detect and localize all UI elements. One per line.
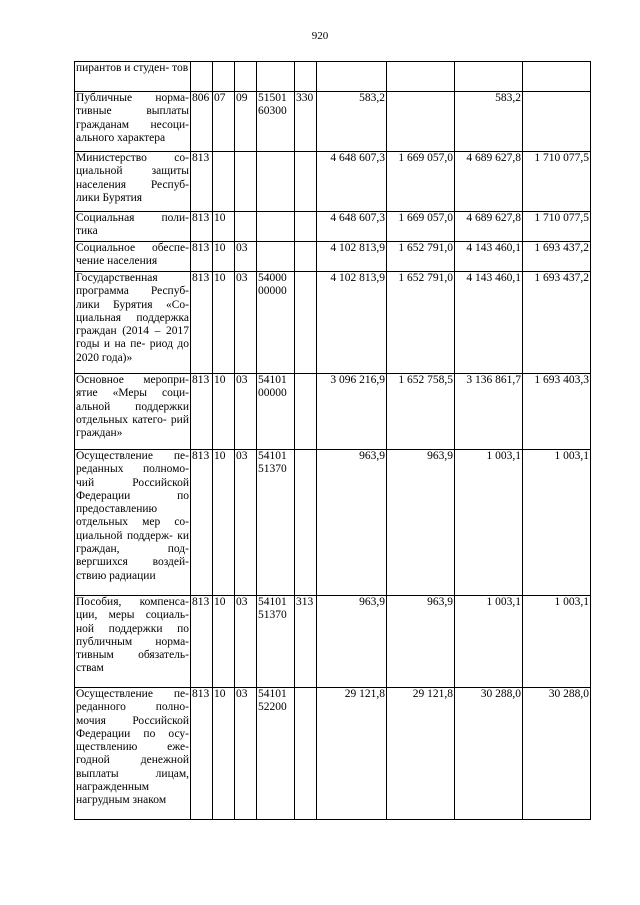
table-row [75, 242, 591, 272]
section-code: 10 [213, 596, 235, 688]
ministry-code: 813 [191, 242, 213, 272]
sum-1: 4 102 813,9 [317, 242, 387, 272]
sum-3: 1 003,1 [455, 450, 523, 596]
row-name: Министерство со- циальной защиты населения Респуб- лики Бурятия [75, 152, 191, 212]
sum-2: 963,9 [387, 596, 455, 688]
sum-4: 1 710 077,5 [523, 212, 591, 242]
target-article-code: 51501 60300 [257, 92, 295, 152]
section-code: 10 [213, 688, 235, 820]
sum-4: 1 693 437,2 [523, 272, 591, 374]
section-code: 10 [213, 272, 235, 374]
target-article-code: 54101 00000 [257, 374, 295, 450]
expense-type-code [295, 450, 317, 596]
target-article-code [257, 242, 295, 272]
subsection-code [235, 62, 257, 92]
sum-1 [317, 62, 387, 92]
sum-3: 3 136 861,7 [455, 374, 523, 450]
sum-3: 4 689 627,8 [455, 152, 523, 212]
expense-type-code [295, 242, 317, 272]
row-name: Социальная поли- тика [75, 212, 191, 242]
ministry-code: 813 [191, 272, 213, 374]
section-code: 07 [213, 92, 235, 152]
subsection-code: 03 [235, 242, 257, 272]
sum-3: 1 003,1 [455, 596, 523, 688]
expense-type-code [295, 212, 317, 242]
row-name: Социальное обеспе- чение населения [75, 242, 191, 272]
row-name: Основное меропри- ятие «Меры соци- альной поддержки отдельных катего- рий граждан» [75, 374, 191, 450]
sum-1: 583,2 [317, 92, 387, 152]
ministry-code: 813 [191, 212, 213, 242]
sum-4: 1 693 403,3 [523, 374, 591, 450]
expense-type-code [295, 688, 317, 820]
sum-3: 4 143 460,1 [455, 272, 523, 374]
subsection-code: 03 [235, 688, 257, 820]
page-number: 920 [311, 30, 329, 42]
sum-4: 1 003,1 [523, 450, 591, 596]
table-row [75, 688, 591, 820]
table-row [75, 212, 591, 242]
sum-2: 1 652 758,5 [387, 374, 455, 450]
table-row [75, 62, 591, 92]
table-row [75, 596, 591, 688]
sum-1: 3 096 216,9 [317, 374, 387, 450]
section-code: 10 [213, 212, 235, 242]
sum-1: 29 121,8 [317, 688, 387, 820]
ministry-code: 813 [191, 152, 213, 212]
subsection-code: 03 [235, 374, 257, 450]
sum-3: 30 288,0 [455, 688, 523, 820]
ministry-code: 813 [191, 374, 213, 450]
table-row [75, 374, 591, 450]
sum-4 [523, 92, 591, 152]
budget-table [74, 61, 591, 820]
sum-1: 4 648 607,3 [317, 152, 387, 212]
subsection-code: 03 [235, 272, 257, 374]
sum-1: 963,9 [317, 596, 387, 688]
table-row [75, 450, 591, 596]
target-article-code [257, 62, 295, 92]
target-article-code: 54101 51370 [257, 450, 295, 596]
sum-1: 4 648 607,3 [317, 212, 387, 242]
target-article-code: 54101 52200 [257, 688, 295, 820]
subsection-code: 09 [235, 92, 257, 152]
row-name: Пособия, компенса- ции, меры социаль- ной поддержки по публичным норма- тивным обязатель- ствам [75, 596, 191, 688]
row-name: Осуществление пе- реданных полномо- чий Российской Федерации по предоставлению отдельных мер со- циальной поддерж- ки граждан, под- вергшихся воздей- ствию радиации [75, 450, 191, 596]
ministry-code: 813 [191, 596, 213, 688]
expense-type-code [295, 152, 317, 212]
sum-4: 1 710 077,5 [523, 152, 591, 212]
sum-2 [387, 92, 455, 152]
table-row [75, 272, 591, 374]
sum-2: 1 652 791,0 [387, 242, 455, 272]
expense-type-code [295, 272, 317, 374]
sum-3: 583,2 [455, 92, 523, 152]
expense-type-code [295, 374, 317, 450]
section-code: 10 [213, 450, 235, 596]
sum-2: 963,9 [387, 450, 455, 596]
sum-3: 4 143 460,1 [455, 242, 523, 272]
subsection-code [235, 152, 257, 212]
ministry-code: 813 [191, 688, 213, 820]
subsection-code [235, 212, 257, 242]
row-name: Осуществление пе- реданного полно- мочия Российской Федерации по осу- ществлению еже- годной денежной выплаты лицам, награжденным нагрудным знаком [75, 688, 191, 820]
sum-2: 29 121,8 [387, 688, 455, 820]
sum-3: 4 689 627,8 [455, 212, 523, 242]
section-code [213, 152, 235, 212]
ministry-code: 806 [191, 92, 213, 152]
table-row [75, 92, 591, 152]
target-article-code [257, 212, 295, 242]
sum-4 [523, 62, 591, 92]
row-name: Государственная программа Респуб- лики Бурятия «Со- циальная поддержка граждан (2014 – 2017 годы и на пе- риод до 2020 года)» [75, 272, 191, 374]
sum-1: 963,9 [317, 450, 387, 596]
sum-1: 4 102 813,9 [317, 272, 387, 374]
section-code: 10 [213, 242, 235, 272]
sum-4: 1 693 437,2 [523, 242, 591, 272]
section-code [213, 62, 235, 92]
table-row [75, 152, 591, 212]
sum-4: 30 288,0 [523, 688, 591, 820]
section-code: 10 [213, 374, 235, 450]
target-article-code: 54000 00000 [257, 272, 295, 374]
ministry-code [191, 62, 213, 92]
ministry-code: 813 [191, 450, 213, 596]
target-article-code [257, 152, 295, 212]
sum-2 [387, 62, 455, 92]
subsection-code: 03 [235, 596, 257, 688]
sum-3 [455, 62, 523, 92]
target-article-code: 54101 51370 [257, 596, 295, 688]
row-name: Публичные норма- тивные выплаты гражданам несоци- ального характера [75, 92, 191, 152]
expense-type-code [295, 62, 317, 92]
expense-type-code: 330 [295, 92, 317, 152]
sum-2: 1 669 057,0 [387, 152, 455, 212]
expense-type-code: 313 [295, 596, 317, 688]
sum-2: 1 652 791,0 [387, 272, 455, 374]
row-name: пирантов и студен- тов [75, 62, 191, 92]
subsection-code: 03 [235, 450, 257, 596]
sum-2: 1 669 057,0 [387, 212, 455, 242]
sum-4: 1 003,1 [523, 596, 591, 688]
